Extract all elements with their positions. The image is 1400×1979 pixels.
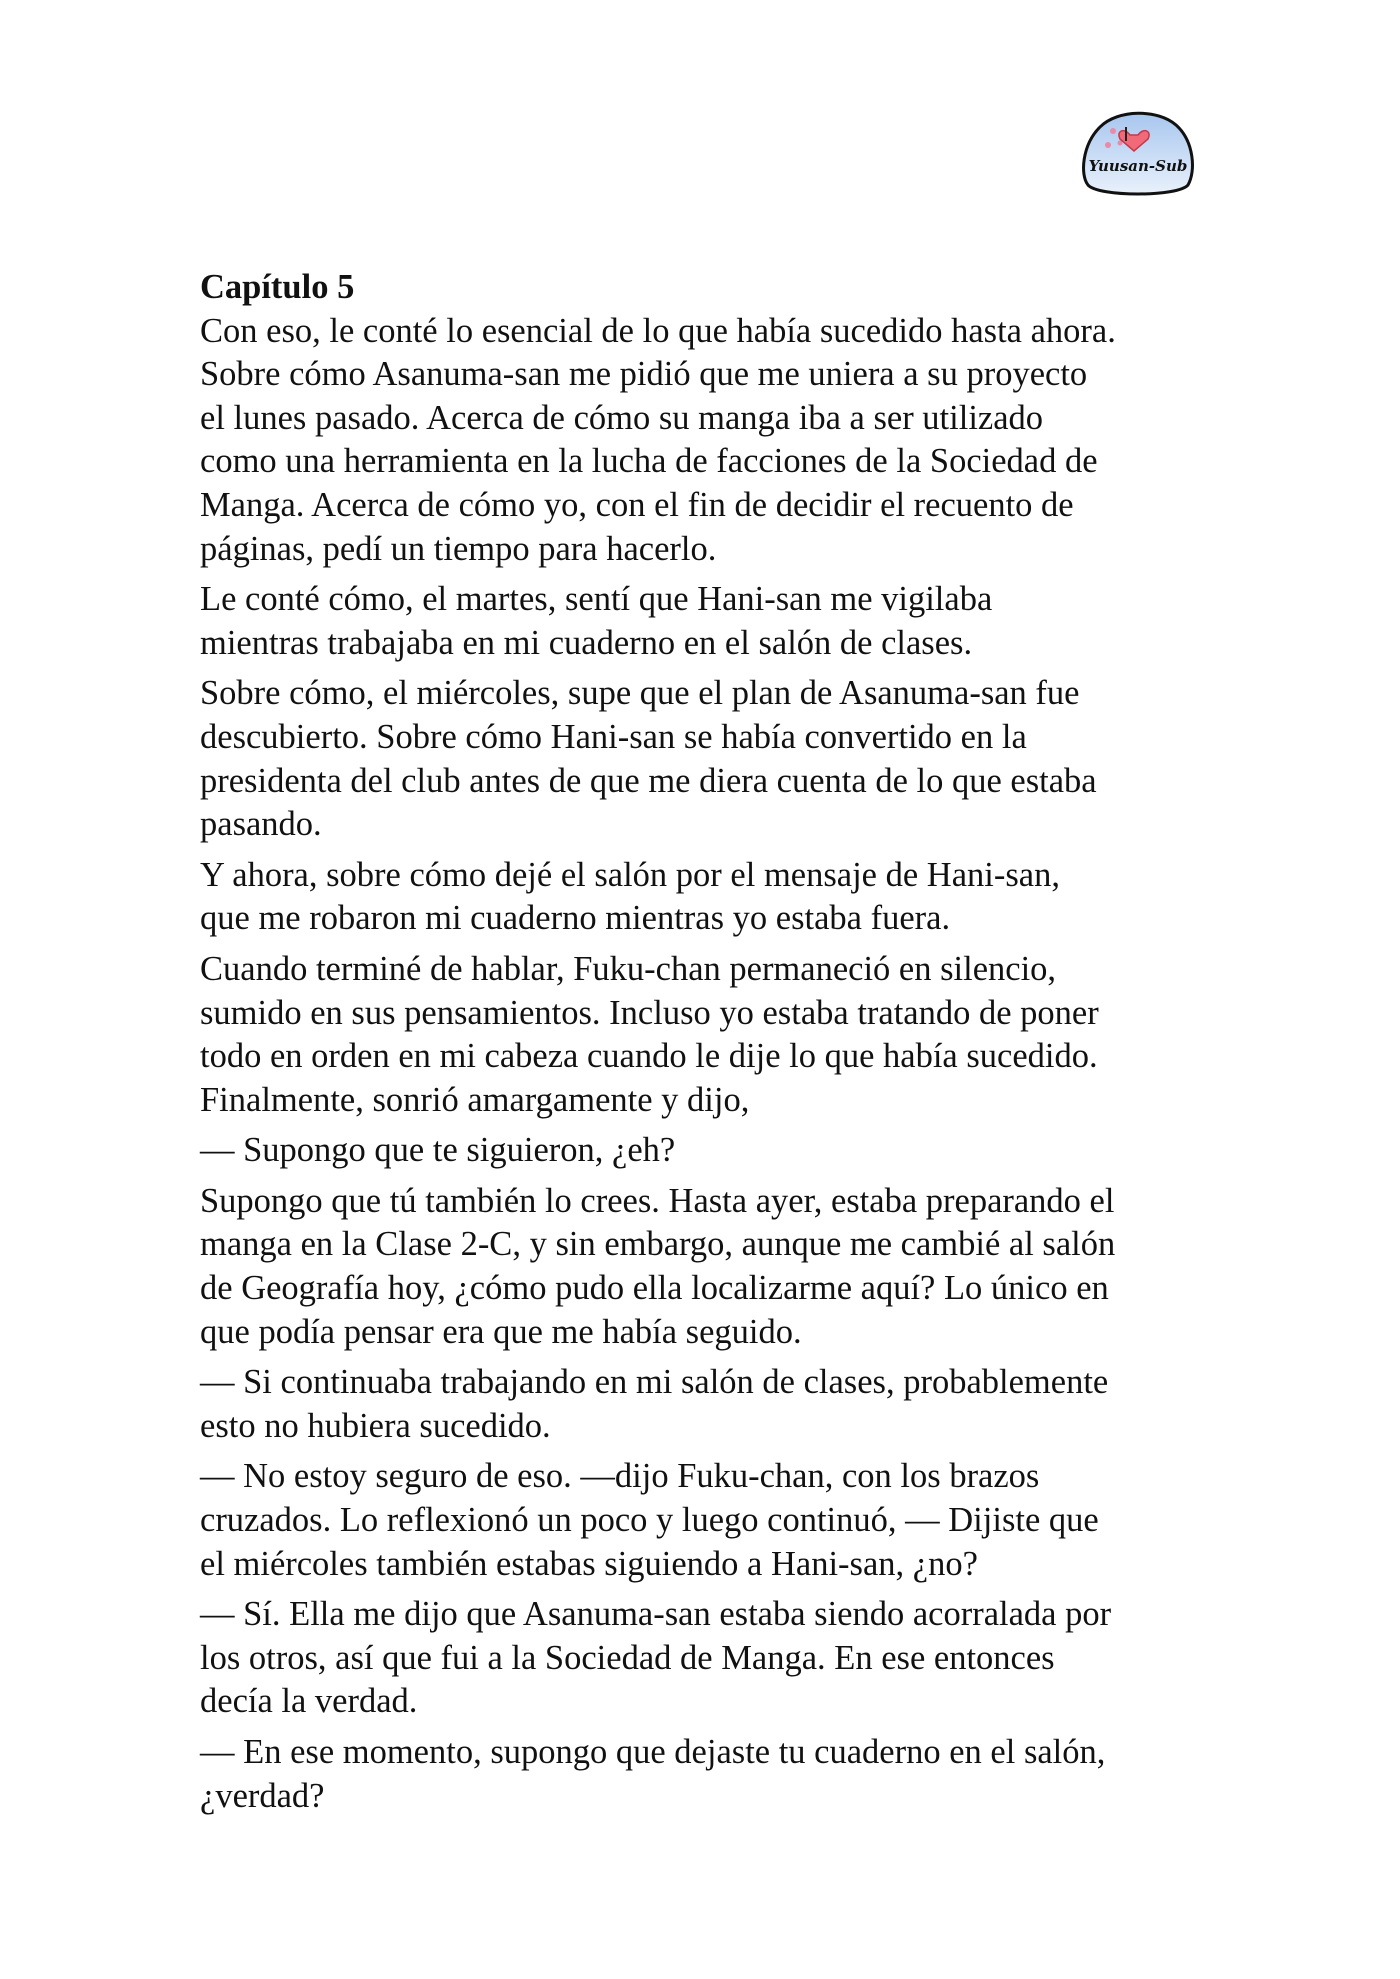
paragraph: Cuando terminé de hablar, Fuku-chan permaneció en silencio, sumido en sus pensamientos. Incluso yo estaba tratando de poner todo en orden en mi cabeza cuando le dije lo que había sucedido. Finalmente, sonrió amargamente y dijo, (200, 949, 1099, 1119)
chapter-content (200, 266, 1220, 1825)
paragraph: Con eso, le conté lo esencial de lo que había sucedido hasta ahora. Sobre cómo Asanuma-san me pidió que me uniera a su proyecto el lunes pasado. Acerca de cómo su manga iba a ser utilizado como una herramienta en la lucha de facciones de la Sociedad de Manga. Acerca de cómo yo, con el fin de decidir el recuento de páginas, pedí un tiempo para hacerlo. (200, 311, 1116, 568)
dialogue-line: — Si continuaba trabajando en mi salón de clases, probablemente esto no hubiera sucedido. (200, 1363, 1109, 1445)
paragraph: Y ahora, sobre cómo dejé el salón por el mensaje de Hani-san, que me robaron mi cuaderno mientras yo estaba fuera. (200, 855, 1060, 938)
paragraph: Supongo que tú también lo crees. Hasta ayer, estaba preparando el manga en la Clase 2-C, y sin embargo, aunque me cambié al salón de Geografía hoy, ¿cómo pudo ella localizarme aquí? Lo único en que podía pensar era que me había seguido. (200, 1181, 1116, 1351)
dialogue-line: — No estoy seguro de eso. —dijo Fuku-chan, con los brazos cruzados. Lo reflexionó un poco y luego continuó, — Dijiste que el miércoles también estabas siguiendo a Hani-san, ¿no? (200, 1457, 1099, 1583)
paragraph: Sobre cómo, el miércoles, supe que el plan de Asanuma-san fue descubierto. Sobre cómo Hani-san se había convertido en la presidenta del club antes de que me diera cuenta de lo que estaba pasando. (200, 674, 1097, 844)
heart-logo-icon (1078, 105, 1198, 199)
paragraph: Le conté cómo, el martes, sentí que Hani-san me vigilaba mientras trabajaba en mi cuaderno en el salón de clases. (200, 580, 993, 662)
dialogue-line: — Sí. Ella me dijo que Asanuma-san estaba siendo acorralada por los otros, así que fui a la Sociedad de Manga. En ese entonces decía la verdad. (200, 1595, 1112, 1721)
chapter-title: Capítulo 5 (200, 268, 355, 306)
logo-text: Yuusan-Sub (1088, 157, 1188, 175)
dialogue-line: — Supongo que te siguieron, ¿eh? (200, 1131, 676, 1170)
dialogue-line: — En ese momento, supongo que dejaste tu cuaderno en el salón, ¿verdad? (200, 1733, 1106, 1815)
